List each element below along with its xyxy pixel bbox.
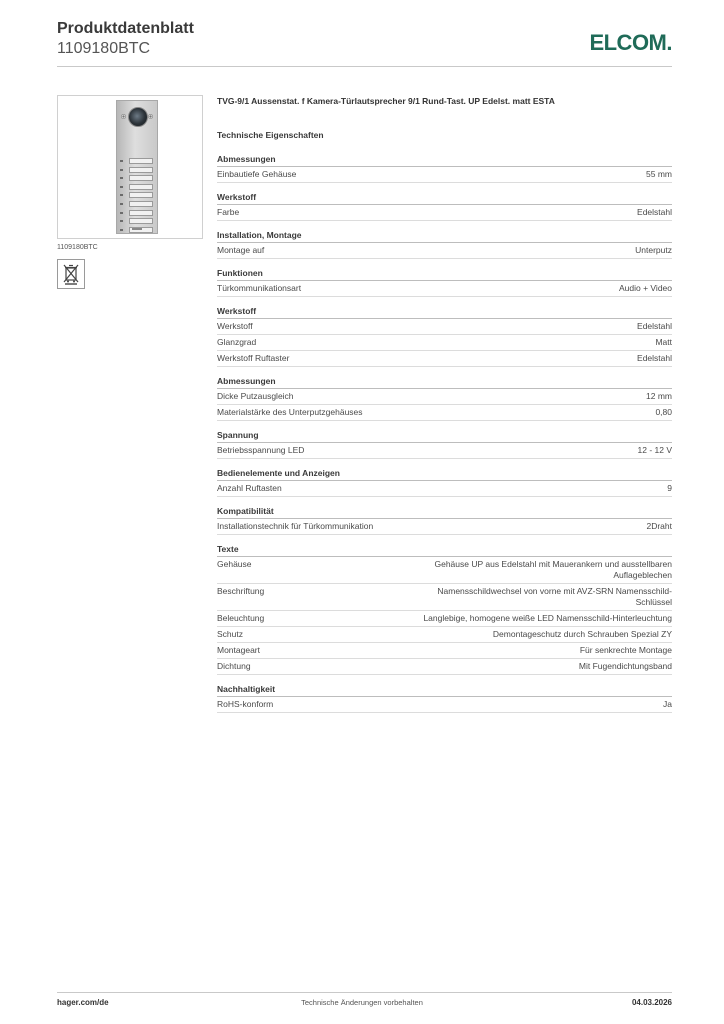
spec-key: Betriebsspannung LED — [217, 445, 305, 455]
call-button — [120, 158, 154, 164]
name-label-slot — [129, 218, 153, 224]
name-label-slot — [129, 210, 153, 216]
spec-key: Schutz — [217, 629, 243, 639]
spec-group — [217, 268, 672, 297]
name-label-slot — [129, 184, 153, 190]
spec-value: Langlebige, homogene weiße LED Namensschild-Hinterleuchtung — [423, 613, 672, 623]
footer-divider — [57, 992, 672, 993]
spec-value: 12 mm — [646, 391, 672, 401]
spec-group — [217, 468, 672, 497]
led-indicator — [120, 169, 123, 171]
speaker-grille-icon — [148, 114, 153, 119]
spec-group-title: Nachhaltigkeit — [217, 684, 672, 697]
call-button — [120, 175, 154, 181]
spec-key: Werkstoff — [217, 321, 253, 331]
camera-lens-icon — [128, 107, 148, 127]
led-indicator — [120, 177, 123, 179]
spec-row — [217, 405, 672, 421]
elcom-logo: ELCOM. — [589, 30, 672, 55]
spec-value: Demontageschutz durch Schrauben Spezial ZY — [492, 629, 672, 639]
spec-group — [217, 506, 672, 535]
spec-key: Montageart — [217, 645, 260, 655]
spec-value: Edelstahl — [637, 353, 672, 363]
spec-row — [217, 584, 672, 611]
spec-key: Dichtung — [217, 661, 251, 671]
page-header — [57, 20, 672, 66]
led-indicator — [120, 212, 123, 214]
spec-group-title: Funktionen — [217, 268, 672, 281]
spec-row — [217, 627, 672, 643]
spec-key: Werkstoff Ruftaster — [217, 353, 290, 363]
footer-website: hager.com/de — [57, 998, 109, 1007]
section-heading: Technische Eigenschaften — [217, 130, 324, 140]
led-indicator — [120, 220, 123, 222]
panel-brandmark — [132, 228, 142, 230]
speaker-grille-icon — [121, 114, 126, 119]
spec-value: Edelstahl — [637, 321, 672, 331]
spec-group-title: Kompatibilität — [217, 506, 672, 519]
spec-value: 9 — [667, 483, 672, 493]
spec-value: Matt — [655, 337, 672, 347]
spec-row — [217, 389, 672, 405]
spec-group — [217, 430, 672, 459]
spec-key: Materialstärke des Unterputzgehäuses — [217, 407, 363, 417]
spec-key: Türkommunikationsart — [217, 283, 302, 293]
spec-row — [217, 319, 672, 335]
spec-key: Dicke Putzausgleich — [217, 391, 294, 401]
spec-key: Gehäuse — [217, 559, 252, 569]
specification-column — [217, 96, 672, 722]
name-label-slot — [129, 192, 153, 198]
led-indicator — [120, 194, 123, 196]
name-label-slot — [129, 167, 153, 173]
spec-row — [217, 335, 672, 351]
product-image-column — [57, 95, 203, 289]
spec-row — [217, 351, 672, 367]
spec-key: Farbe — [217, 207, 240, 217]
spec-row — [217, 281, 672, 297]
spec-group — [217, 306, 672, 367]
call-button — [120, 192, 154, 198]
spec-key: RoHS-konform — [217, 699, 274, 709]
spec-key: Einbautiefe Gehäuse — [217, 169, 297, 179]
name-label-slot — [129, 201, 153, 207]
spec-row — [217, 243, 672, 259]
spec-group-title: Installation, Montage — [217, 230, 672, 243]
spec-row — [217, 519, 672, 535]
image-caption: 1109180BTC — [57, 244, 98, 251]
led-indicator — [120, 203, 123, 205]
spec-value: Für senkrechte Montage — [579, 645, 672, 655]
call-button — [120, 201, 154, 207]
call-button — [120, 210, 154, 216]
header-divider — [57, 66, 672, 67]
spec-value: Ja — [663, 699, 672, 709]
spec-row — [217, 481, 672, 497]
spec-value: Namensschildwechsel von vorne mit AVZ-SRN Namensschild-Schlüssel — [437, 586, 672, 607]
spec-value: 0,80 — [655, 407, 672, 417]
spec-group-title: Werkstoff — [217, 306, 672, 319]
spec-key: Beleuchtung — [217, 613, 265, 623]
spec-group — [217, 192, 672, 221]
spec-value: Audio + Video — [618, 283, 672, 293]
spec-group — [217, 684, 672, 713]
spec-key: Beschriftung — [217, 586, 265, 596]
led-indicator — [120, 160, 123, 162]
spec-group — [217, 230, 672, 259]
weee-crossed-bin-icon — [57, 259, 85, 289]
spec-row — [217, 659, 672, 675]
spec-group — [217, 544, 672, 675]
spec-row — [217, 697, 672, 713]
spec-key: Installationstechnik für Türkommunikation — [217, 521, 374, 531]
spec-value: Edelstahl — [637, 207, 672, 217]
spec-group — [217, 376, 672, 421]
name-label-slot — [129, 175, 153, 181]
name-label-slot — [129, 158, 153, 164]
specification-groups — [217, 154, 672, 713]
spec-value: 55 mm — [646, 169, 672, 179]
spec-group-title: Texte — [217, 544, 672, 557]
call-button — [120, 218, 154, 224]
spec-value: 2Draht — [646, 521, 672, 531]
spec-group-title: Werkstoff — [217, 192, 672, 205]
spec-group-title: Spannung — [217, 430, 672, 443]
spec-group — [217, 154, 672, 183]
spec-key: Glanzgrad — [217, 337, 257, 347]
spec-group-title: Abmessungen — [217, 376, 672, 389]
spec-value: Unterputz — [635, 245, 672, 255]
spec-row — [217, 643, 672, 659]
document-title: Produktdatenblatt — [57, 20, 194, 37]
footer-date: 04.03.2026 — [631, 998, 672, 1007]
product-description: TVG-9/1 Aussenstat. f Kamera-Türlautsprecher 9/1 Rund-Tast. UP Edelst. matt ESTA — [217, 96, 555, 106]
spec-row — [217, 167, 672, 183]
spec-row — [217, 205, 672, 221]
spec-value: Mit Fugendichtungsband — [578, 661, 672, 671]
spec-group-title: Abmessungen — [217, 154, 672, 167]
article-number: 1109180BTC — [57, 40, 151, 57]
spec-row — [217, 557, 672, 584]
spec-group-title: Bedienelemente und Anzeigen — [217, 468, 672, 481]
led-indicator — [120, 186, 123, 188]
spec-key: Montage auf — [217, 245, 265, 255]
spec-value: 12 - 12 V — [637, 445, 672, 455]
spec-value: Gehäuse UP aus Edelstahl mit Mauerankern und ausstellbaren Auflageblechen — [434, 559, 672, 580]
spec-row — [217, 443, 672, 459]
footer-disclaimer: Technische Änderungen vorbehalten — [301, 998, 423, 1007]
spec-key: Anzahl Ruftasten — [217, 483, 282, 493]
call-button — [120, 167, 154, 173]
led-indicator — [120, 229, 123, 231]
spec-row — [217, 611, 672, 627]
call-button — [120, 184, 154, 190]
product-image — [57, 95, 203, 239]
door-station-panel — [116, 100, 158, 234]
